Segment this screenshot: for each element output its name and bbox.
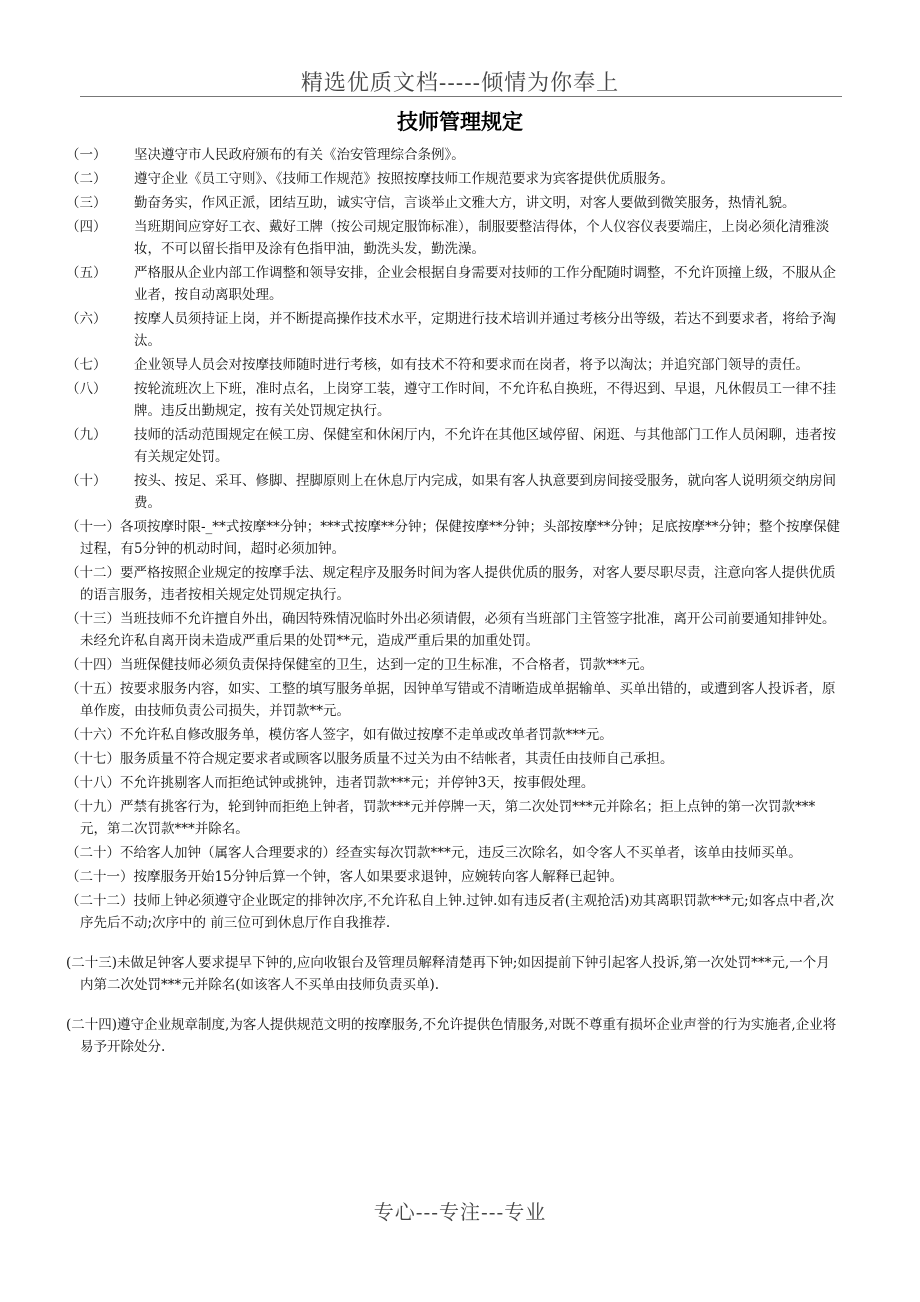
- clause-18: [66, 772, 842, 794]
- clause-number: （十八）: [66, 775, 120, 791]
- clause-number: （八）: [66, 381, 107, 397]
- clause-text: 按要求服务内容，如实、工整的填写服务单据，因钟单写错或不清晰造成单据输单、买单出错的，或遭到客人投诉者，原单作废，由技师负责公司损失，并罚款**元。: [80, 681, 836, 719]
- clause-24: [66, 1014, 842, 1058]
- clause-text: 按轮流班次上下班，准时点名，上岗穿工装，遵守工作时间，不允许私自换班，不得迟到、早退，凡休假员工一律不挂牌。违反出勤规定，按有关处罚规定执行。: [134, 381, 836, 419]
- clause-5: [66, 262, 842, 306]
- clause-9: [66, 424, 842, 468]
- page-header: 精选优质文档-----倾情为你奉上: [300, 71, 620, 96]
- clause-text: 按头、按足、采耳、修脚、捏脚原则上在休息厅内完成，如果有客人执意要到房间接受服务，就向客人说明须交纳房间费。: [134, 473, 836, 511]
- clause-20: [66, 842, 842, 864]
- clause-text: 各项按摩时限-_**式按摩**分钟；***式按摩**分钟；保健按摩**分钟；头部按摩**分钟；足底按摩**分钟；整个按摩保健过程，有5分钟的机动时间，超时必须加钟。: [80, 519, 841, 557]
- clause-text: 服务质量不符合规定要求者或顾客以服务质量不过关为由不结帐者，其责任由技师自己承担。: [120, 751, 674, 767]
- clause-text: 遵守企业规章制度,为客人提供规范文明的按摩服务,不允许提供色情服务,对既不尊重有损坏企业声誉的行为实施者,企业将易予开除处分.: [80, 1017, 837, 1055]
- clause-text: 未做足钟客人要求提早下钟的,应向收银台及管理员解释清楚再下钟;如因提前下钟引起客人投诉,第一次处罚***元,一个月内第二次处罚***元并除名(如该客人不买单由技师负责买单).: [80, 955, 830, 993]
- clause-text: 严禁有挑客行为，轮到钟而拒绝上钟者，罚款***元并停牌一天，第二次处罚***元并除名；拒上点钟的第一次罚款***元，第二次罚款***并除名。: [80, 799, 816, 837]
- clause-text: 要严格按照企业规定的按摩手法、规定程序及服务时间为客人提供优质的服务，对客人要尽职尽责，注意向客人提供优质的语言服务，违者按相关规定处罚规定执行。: [80, 565, 836, 603]
- clause-23: [66, 952, 842, 996]
- clause-text: 按摩人员须持证上岗，并不断提高操作技术水平，定期进行技术培训并通过考核分出等级，若达不到要求者，将给予淘汰。: [134, 311, 836, 349]
- clause-1: [66, 144, 842, 166]
- document-title: 技师管理规定: [397, 110, 523, 134]
- clause-text: 按摩服务开始15分钟后算一个钟，客人如果要求退钟，应婉转向客人解释已起钟。: [133, 869, 624, 885]
- clause-7: [66, 354, 842, 376]
- clause-text: 严格服从企业内部工作调整和领导安排，企业会根据自身需要对技师的工作分配随时调整，不允许顶撞上级，不服从企业者，按自动离职处理。: [134, 265, 836, 303]
- clause-text: 技师的活动范围规定在候工房、保健室和休闲厅内，不允许在其他区域停留、闲逛、与其他部门工作人员闲聊，违者按有关规定处罚。: [134, 427, 836, 465]
- clause-13: [66, 608, 842, 652]
- clause-number: (二十三): [66, 955, 118, 971]
- clause-number: （七）: [66, 357, 107, 373]
- clause-3: [66, 192, 842, 214]
- clause-4: [66, 216, 842, 260]
- clause-number: （一）: [66, 147, 107, 163]
- clause-text: 当班保健技师必须负责保持保健室的卫生，达到一定的卫生标准，不合格者，罚款***元。: [120, 657, 654, 673]
- clause-15: [66, 678, 842, 722]
- clause-number: （十三）: [66, 611, 120, 627]
- clause-16: [66, 724, 842, 746]
- clause-number: （十二）: [66, 565, 120, 581]
- clause-number: （十）: [66, 473, 107, 489]
- clause-8: [66, 378, 842, 422]
- clause-17: [66, 748, 842, 770]
- clause-number: （十六）: [66, 727, 120, 743]
- clause-14: [66, 654, 842, 676]
- clause-11: [66, 516, 842, 560]
- clause-number: （九）: [66, 427, 107, 443]
- header-divider: [80, 96, 842, 97]
- clause-text: 遵守企业《员工守则》、《技师工作规范》按照按摩技师工作规范要求为宾客提供优质服务。: [134, 171, 674, 187]
- clause-text: 坚决遵守市人民政府颁布的有关《治安管理综合条例》。: [134, 147, 465, 163]
- clause-number: （四）: [66, 219, 107, 235]
- clause-12: [66, 562, 842, 606]
- clause-text: 不允许挑剔客人而拒绝试钟或挑钟，违者罚款***元；并停钟3天，按事假处理。: [120, 775, 595, 791]
- clause-text: 技师上钟必须遵守企业既定的排钟次序,不允许私自上钟.过钟.如有违反者(主观抢活)劝其离职罚款***元;如客点中者,次序先后不动;次序中的 前三位可到休息厅作自我推荐.: [80, 893, 834, 931]
- clause-text: 当班技师不允许擅自外出，确因特殊情况临时外出必须请假，必须有当班部门主管签字批准，离开公司前要通知排钟处。未经允许私自离开岗未造成严重后果的处罚**元，造成严重后果的加重处罚。: [80, 611, 836, 649]
- clause-text: 不允许私自修改服务单，模仿客人签字，如有做过按摩不走单或改单者罚款***元。: [120, 727, 613, 743]
- clause-number: （十七）: [66, 751, 120, 767]
- clause-number: （三）: [66, 195, 107, 211]
- clause-number: （十一）: [66, 519, 120, 535]
- clause-list: [66, 144, 842, 1060]
- clause-number: （五）: [66, 265, 107, 281]
- clause-text: 不给客人加钟（属客人合理要求的）经查实每次罚款***元，违反三次除名，如令客人不买单者，该单由技师买单。: [120, 845, 802, 861]
- clause-21: [66, 866, 842, 888]
- clause-10: [66, 470, 842, 514]
- clause-text: 勤奋务实，作风正派，团结互助，诚实守信，言谈举止文雅大方，讲文明，对客人要做到微笑服务，热情礼貌。: [134, 195, 796, 211]
- clause-number: （十五）: [66, 681, 120, 697]
- page-footer: 专心---专注---专业: [373, 1200, 547, 1224]
- clause-text: 企业领导人员会对按摩技师随时进行考核，如有技术不符和要求而在岗者，将予以淘汰；并追究部门领导的责任。: [134, 357, 809, 373]
- clause-number: （十四）: [66, 657, 120, 673]
- clause-2: [66, 168, 842, 190]
- clause-number: （二）: [66, 171, 107, 187]
- clause-number: （六）: [66, 311, 107, 327]
- clause-19: [66, 796, 842, 840]
- clause-number: (二十四): [66, 1017, 118, 1033]
- clause-number: （二十二）: [66, 893, 134, 909]
- clause-text: 当班期间应穿好工衣、戴好工牌（按公司规定服饰标准），制服要整洁得体，个人仪容仪表要端庄，上岗必须化清雅淡妆，不可以留长指甲及涂有色指甲油，勤洗头发，勤洗澡。: [134, 219, 830, 257]
- clause-22: [66, 890, 842, 934]
- clause-6: [66, 308, 842, 352]
- clause-number: （十九）: [66, 799, 120, 815]
- clause-number: （二十一）: [66, 869, 134, 885]
- clause-number: （二十）: [66, 845, 120, 861]
